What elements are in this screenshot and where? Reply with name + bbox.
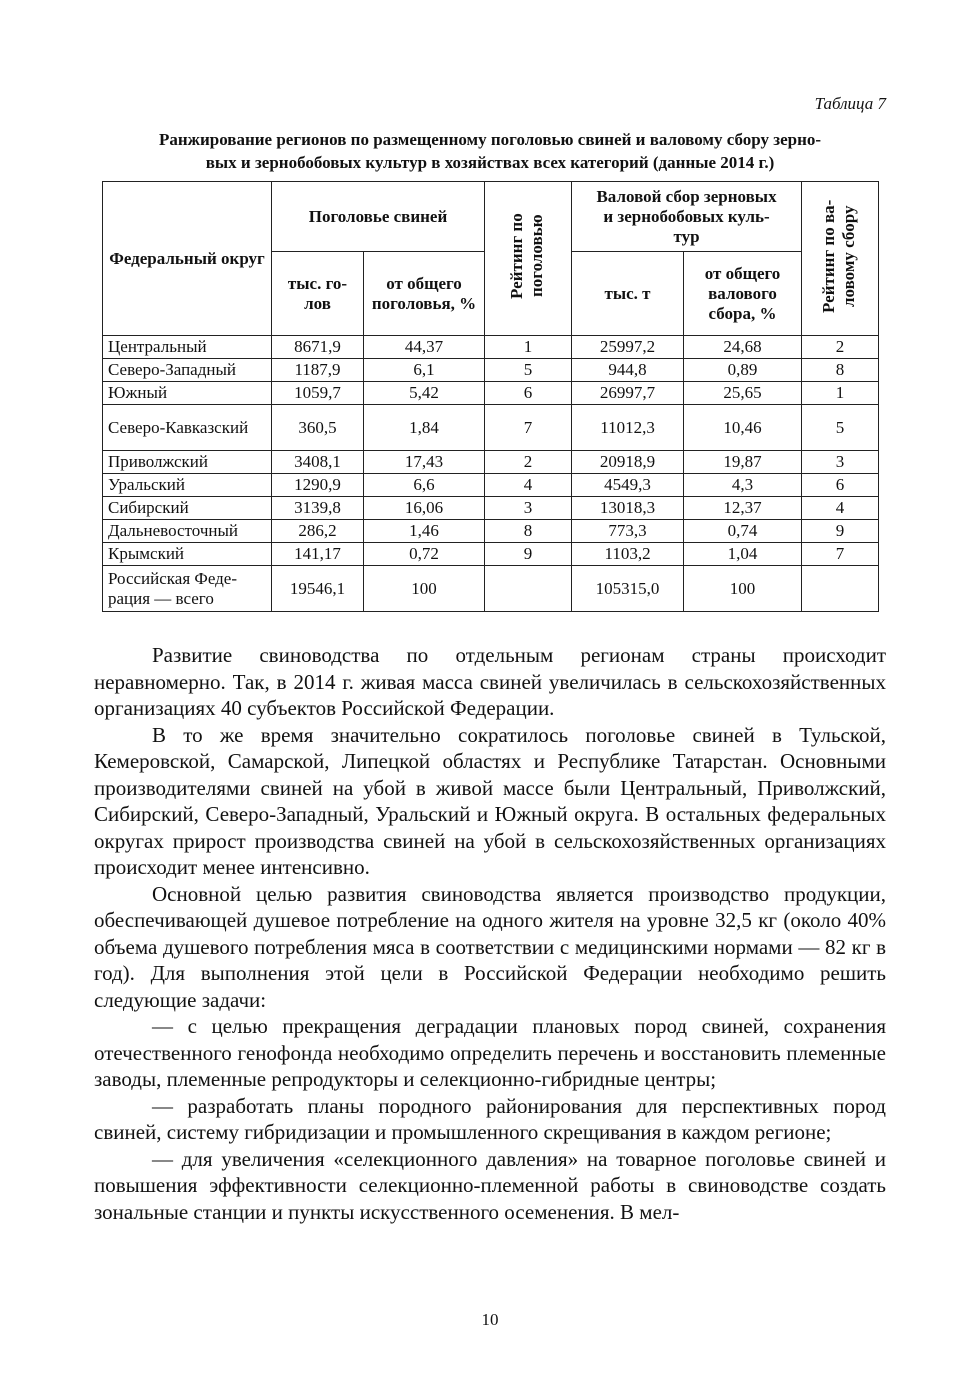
table-title-line-2: вых и зернобобовых культур в хозяйствах всех категорий (данные 2014 г.) [205, 153, 775, 172]
cell-district: Российская Феде-рация — всего [103, 566, 272, 612]
table-row [103, 497, 879, 520]
cell-pigs-share: 1,46 [364, 520, 485, 543]
cell-pigs-share: 16,06 [364, 497, 485, 520]
cell-pigs-share: 17,43 [364, 451, 485, 474]
cell-pigs-rank: 6 [485, 382, 572, 405]
header-grain-group-line-1: Валовой сбор зерновых [596, 186, 777, 206]
cell-district: Дальневосточный [103, 520, 272, 543]
cell-grain-rank: 5 [802, 405, 879, 451]
cell-pigs-rank: 2 [485, 451, 572, 474]
header-grain-share: от общего валового сбора, % [684, 252, 802, 336]
table-row [103, 359, 879, 382]
cell-grain-share: 0,74 [684, 520, 802, 543]
cell-grain: 105315,0 [572, 566, 684, 612]
table-row [103, 451, 879, 474]
cell-grain-share: 10,46 [684, 405, 802, 451]
cell-pigs: 8671,9 [272, 336, 364, 359]
cell-grain: 20918,9 [572, 451, 684, 474]
cell-grain: 13018,3 [572, 497, 684, 520]
header-pigs-rank [485, 182, 572, 336]
table-row [103, 336, 879, 359]
cell-pigs-rank: 3 [485, 497, 572, 520]
cell-district: Северо-Кавказский [103, 405, 272, 451]
cell-grain: 944,8 [572, 359, 684, 382]
table-label: Таблица 7 [814, 94, 886, 113]
cell-pigs: 141,17 [272, 543, 364, 566]
table-row [103, 543, 879, 566]
cell-pigs: 360,5 [272, 405, 364, 451]
cell-grain-share: 25,65 [684, 382, 802, 405]
paragraph: В то же время значительно сократилось поголовье свиней в Тульской, Кемеровской, Самарской, Липецкой областях и Республике Татарстан. Основными производителями свиней на убой в живой массе были Центральный, Приволжский, Сибирский, Северо-Западный, Уральский и Южный округа. В остальных федеральных округах прирост производства свиней на убой в сельскохозяйственных организациях происходит менее интенсивно. [94, 722, 886, 879]
cell-district: Южный [103, 382, 272, 405]
body-text [94, 642, 886, 1225]
page-number: 10 [481, 1310, 499, 1329]
cell-pigs: 1290,9 [272, 474, 364, 497]
cell-pigs: 1187,9 [272, 359, 364, 382]
cell-grain: 26997,7 [572, 382, 684, 405]
cell-pigs: 19546,1 [272, 566, 364, 612]
header-district: Федеральный округ [103, 182, 272, 336]
cell-pigs-share: 6,1 [364, 359, 485, 382]
header-pigs-rank-label: Рейтинг по поголовью [507, 213, 547, 299]
header-pigs-group: Поголовье свиней [272, 182, 485, 252]
cell-pigs-rank: 7 [485, 405, 572, 451]
cell-district: Уральский [103, 474, 272, 497]
cell-grain: 1103,2 [572, 543, 684, 566]
cell-pigs-rank [485, 566, 572, 612]
table-row [103, 520, 879, 543]
cell-grain-rank: 6 [802, 474, 879, 497]
table-title-line-1: Ранжирование регионов по размещенному поголовью свиней и валовому сбору зерно- [158, 130, 822, 149]
cell-pigs: 286,2 [272, 520, 364, 543]
paragraph: Основной целью развития свиноводства является производство продукции, обеспечивающей душевое потребление на одного жителя на уровне 32,5 кг (около 40% объема душевого потребления мяса в соответствии с медицинскими нормами — 82 кг в год). Для выполнения этой цели в Российской Федерации необходимо решить следующие задачи: [94, 881, 886, 1012]
cell-pigs-rank: 9 [485, 543, 572, 566]
paragraph: Развитие свиноводства по отдельным регионам страны происходит неравномерно. Так, в 2014 г. живая масса свиней увеличилась в сельскохозяйственных организациях 40 субъектов Российской Федерации. [94, 643, 886, 720]
cell-district: Сибирский [103, 497, 272, 520]
cell-pigs: 1059,7 [272, 382, 364, 405]
cell-grain-rank: 7 [802, 543, 879, 566]
cell-grain-rank: 1 [802, 382, 879, 405]
cell-pigs: 3408,1 [272, 451, 364, 474]
cell-grain: 11012,3 [572, 405, 684, 451]
cell-grain-share: 4,3 [684, 474, 802, 497]
header-pigs-share: от общего поголовья, % [364, 252, 485, 336]
cell-grain-rank: 4 [802, 497, 879, 520]
cell-pigs-share: 5,42 [364, 382, 485, 405]
cell-district: Приволжский [103, 451, 272, 474]
cell-grain-share: 24,68 [684, 336, 802, 359]
cell-pigs-share: 100 [364, 566, 485, 612]
cell-pigs-share: 0,72 [364, 543, 485, 566]
cell-pigs-rank: 8 [485, 520, 572, 543]
cell-grain-rank: 3 [802, 451, 879, 474]
cell-grain-rank [802, 566, 879, 612]
table-row [103, 382, 879, 405]
cell-pigs: 3139,8 [272, 497, 364, 520]
header-grain-group [572, 182, 802, 252]
cell-grain: 25997,2 [572, 336, 684, 359]
header-grain-rank-label: Рейтинг по ва-ловому сбору [819, 199, 859, 313]
cell-pigs-share: 44,37 [364, 336, 485, 359]
cell-district: Крымский [103, 543, 272, 566]
cell-grain: 773,3 [572, 520, 684, 543]
table-row-total [103, 566, 879, 612]
cell-grain-rank: 8 [802, 359, 879, 382]
cell-grain-share: 0,89 [684, 359, 802, 382]
cell-pigs-rank: 1 [485, 336, 572, 359]
header-grain-rank [802, 182, 879, 336]
cell-pigs-rank: 4 [485, 474, 572, 497]
cell-grain-rank: 9 [802, 520, 879, 543]
cell-pigs-share: 6,6 [364, 474, 485, 497]
cell-grain: 4549,3 [572, 474, 684, 497]
cell-grain-share: 19,87 [684, 451, 802, 474]
header-grain-group-line-3: тур [673, 226, 700, 246]
cell-grain-share: 12,37 [684, 497, 802, 520]
header-grain-thousand-t: тыс. т [572, 252, 684, 336]
cell-grain-rank: 2 [802, 336, 879, 359]
cell-grain-share: 1,04 [684, 543, 802, 566]
table-row [103, 405, 879, 451]
table-row [103, 474, 879, 497]
cell-district: Центральный [103, 336, 272, 359]
cell-district: Северо-Западный [103, 359, 272, 382]
list-item: — с целью прекращения деградации плановых пород свиней, сохранения отечественного генофонда необходимо определить перечень и восстановить племенные заводы, племенные репродукторы и селекционно-гибридные центры; [94, 1014, 886, 1091]
cell-pigs-rank: 5 [485, 359, 572, 382]
cell-pigs-share: 1,84 [364, 405, 485, 451]
cell-grain-share: 100 [684, 566, 802, 612]
list-item: — для увеличения «селекционного давления» на товарное поголовье свиней и повышения эффективности селекционно-племенной работы в свиноводстве создать зональные станции и пункты искусственного осеменения. В мел- [94, 1146, 886, 1224]
list-item: — разработать планы породного районирования для перспективных пород свиней, систему гибридизации и промышленного скрещивания в каждом регионе; [94, 1093, 886, 1144]
header-grain-group-line-2: и зернобобовых куль- [603, 206, 770, 226]
ranking-table [102, 181, 879, 612]
table-title [100, 128, 880, 174]
header-pigs-thousand: тыс. го-лов [272, 252, 364, 336]
